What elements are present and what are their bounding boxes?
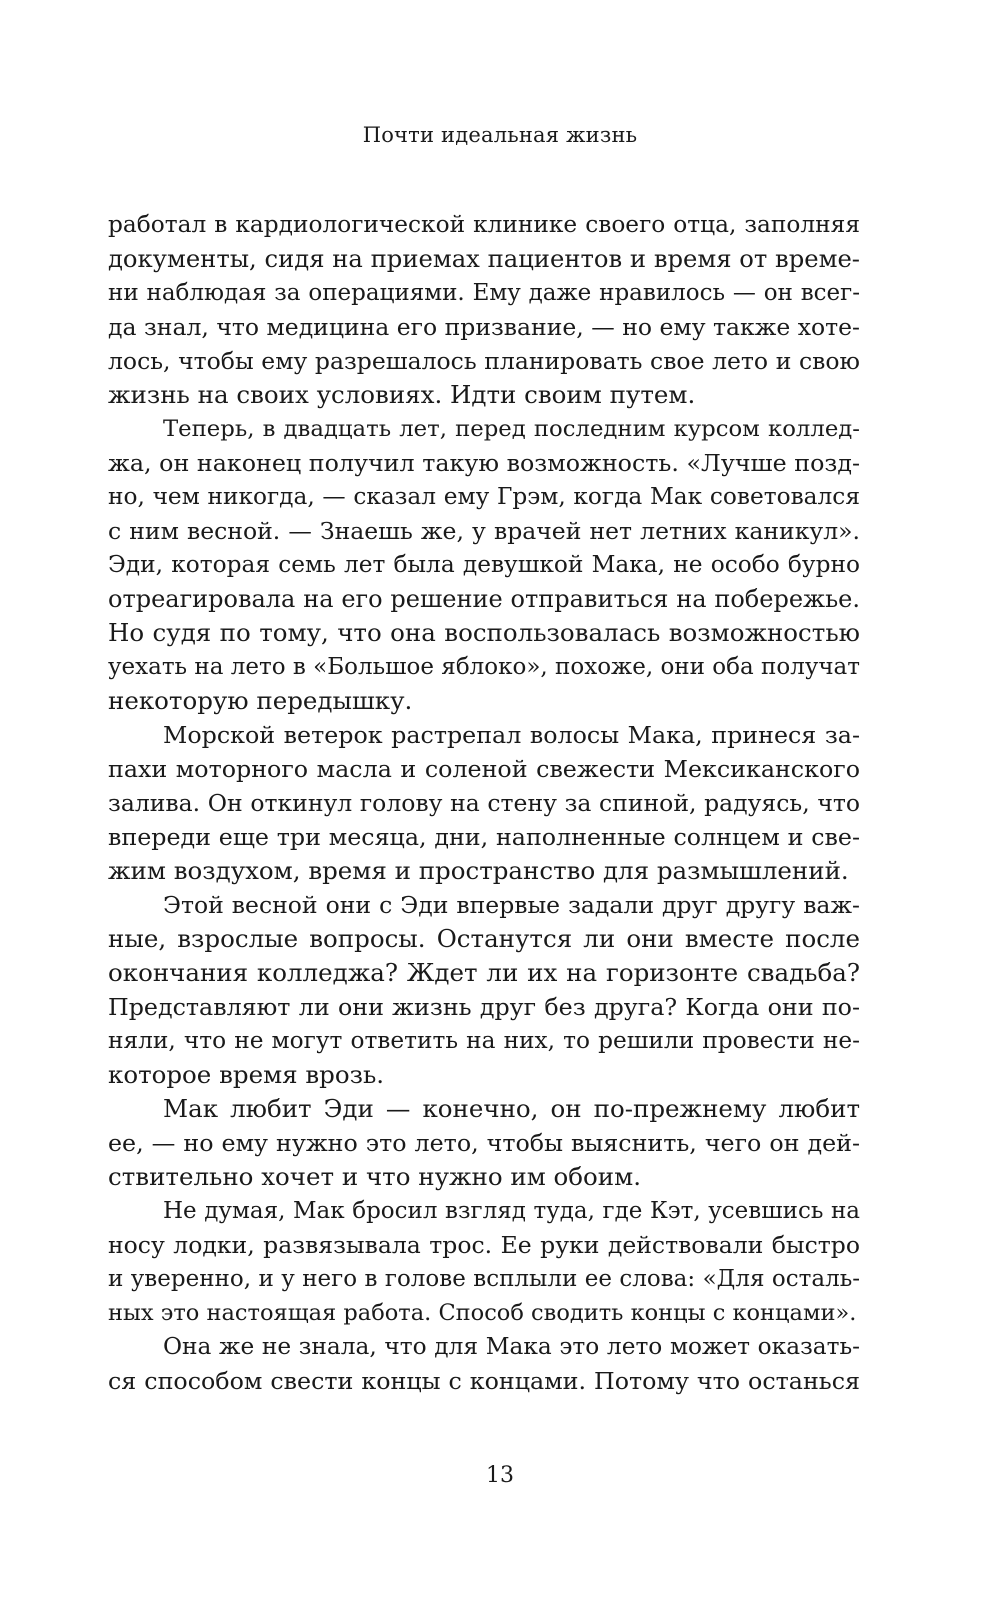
text-line: работал в кардиологической клинике своего отца, заполняя	[108, 211, 860, 238]
text-line: Мак любит Эди — конечно, он по-прежнему любит	[163, 1094, 860, 1123]
text-line: няли, что не могут ответить на них, то решили провести не-	[108, 1027, 860, 1054]
text-line: Морской ветерок растрепал волосы Мака, принеся за-	[163, 721, 860, 749]
text-line: ных это настоящая работа. Способ сводить концы с концами».	[108, 1300, 857, 1326]
text-line: жа, он наконец получил такую возможность. «Лучше позд-	[108, 449, 860, 477]
paragraph	[108, 412, 860, 718]
text-line: и уверенно, и у него в голове всплыли ее слова: «Для осталь-	[108, 1266, 860, 1292]
text-line: уехать на лето в «Большое яблоко», похоже, они оба получат	[108, 654, 860, 680]
paragraph	[108, 1092, 860, 1194]
text-line: отреагировала на его решение отправиться на побережье.	[108, 585, 860, 613]
text-line: ни наблюдая за операциями. Ему даже нравилось — он всег-	[108, 280, 860, 306]
page-number: 13	[486, 1463, 514, 1488]
paragraph	[108, 208, 860, 412]
text-line: которое время врозь.	[108, 1060, 385, 1089]
text-line: но, чем никогда, — сказал ему Грэм, когда Мак советовался	[108, 483, 860, 510]
text-line: да знал, что медицина его призвание, — но ему также хоте-	[108, 313, 860, 341]
text-line: ся способом свести концы с концами. Потому что останься	[108, 1367, 860, 1395]
text-line: Представляют ли они жизнь друг без друга? Когда они по-	[108, 993, 860, 1021]
body-text	[108, 208, 860, 1398]
running-head-title: Почти идеальная жизнь	[362, 123, 638, 147]
text-line: впереди еще три месяца, дни, наполненные солнцем и све-	[108, 823, 860, 851]
text-line: Она же не знала, что для Мака это лето может оказать-	[163, 1333, 860, 1360]
text-line: залива. Он откинул голову на стену за спиной, радуясь, что	[108, 789, 860, 817]
text-line: жим воздухом, время и пространство для размышлений.	[108, 856, 849, 885]
text-line: некоторую передышку.	[108, 686, 413, 715]
paragraph	[108, 1330, 860, 1398]
text-line: документы, сидя на приемах пациентов и время от време-	[108, 244, 860, 273]
paragraph	[108, 888, 860, 1092]
text-line: носу лодки, развязывала трос. Ее руки действовали быстро	[108, 1231, 860, 1259]
text-line: ствительно хочет и что нужно им обоим.	[108, 1162, 641, 1191]
text-line: жизнь на своих условиях. Идти своим путем.	[108, 380, 696, 409]
text-line: с ним весной. — Знаешь же, у врачей нет летних каникул».	[108, 517, 860, 545]
text-line: лось, чтобы ему разрешалось планировать свое лето и свою	[108, 347, 860, 375]
paragraph	[108, 718, 860, 888]
text-line: Теперь, в двадцать лет, перед последним курсом коллед-	[163, 416, 860, 442]
text-line: Но судя по тому, что она воспользовалась возможностью	[108, 618, 860, 647]
text-line: Не думая, Мак бросил взгляд туда, где Кэт, усевшись на	[163, 1198, 860, 1224]
text-line: окончания колледжа? Ждет ли их на горизонте свадьба?	[108, 958, 860, 987]
text-line: ные, взрослые вопросы. Останутся ли они вместе после	[108, 924, 860, 953]
text-line: Эди, которая семь лет была девушкой Мака, не особо бурно	[108, 551, 860, 578]
text-line: пахи моторного масла и соленой свежести Мексиканского	[108, 755, 860, 783]
text-line: ее, — но ему нужно это лето, чтобы выяснить, чего он дей-	[108, 1129, 860, 1157]
paragraph	[108, 1194, 860, 1330]
text-line: Этой весной они с Эди впервые задали друг другу важ-	[163, 891, 860, 919]
